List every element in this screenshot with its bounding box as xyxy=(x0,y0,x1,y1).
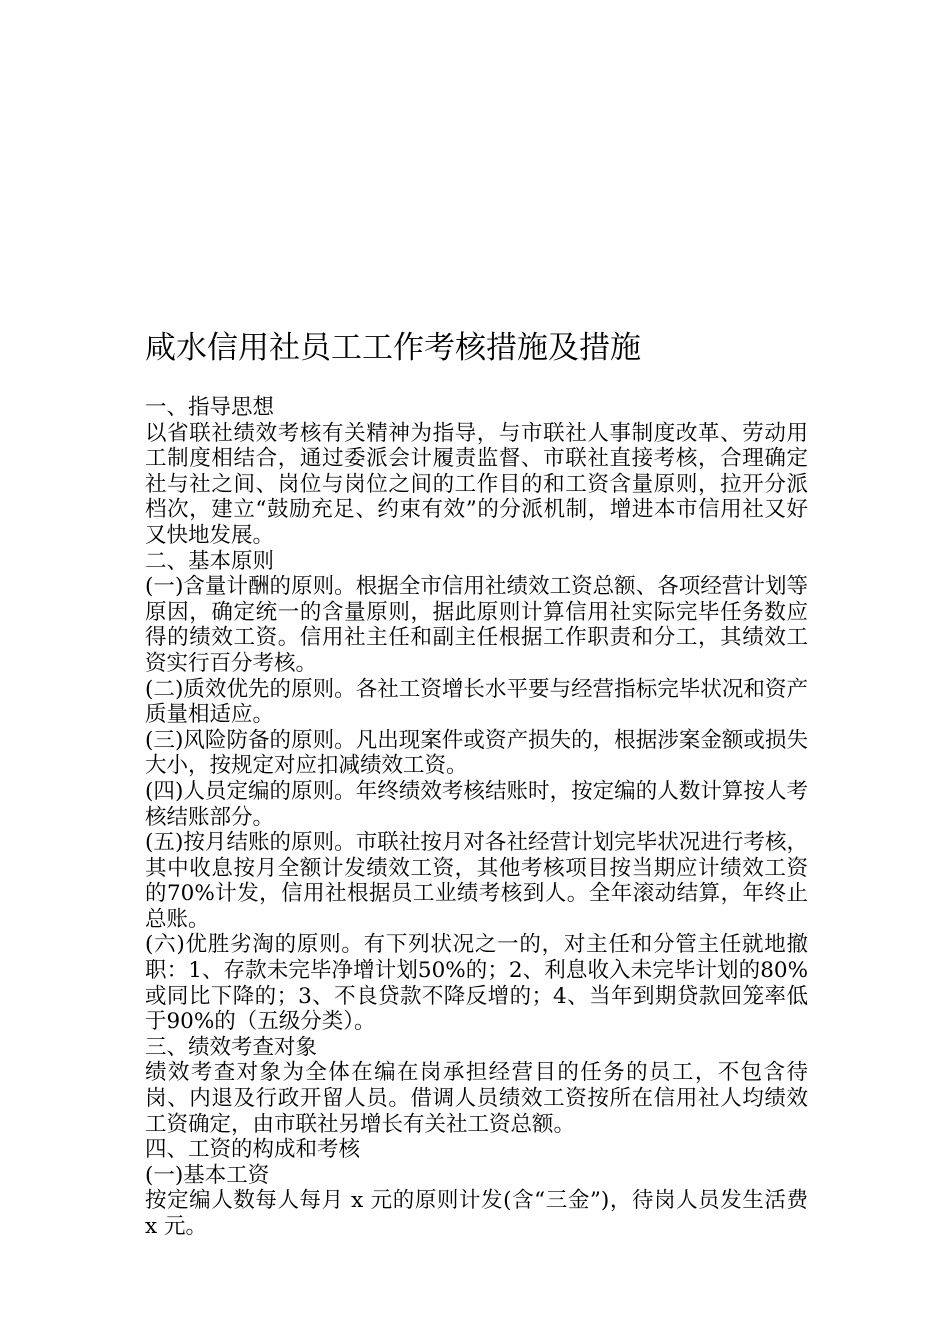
heading-guiding-ideology: 一、指导思想 xyxy=(145,395,275,420)
heading-wage-structure: 四、工资的构成和考核 xyxy=(145,1137,361,1163)
paragraph-principle-5: (五)按月结账的原则。市联社按月对各社经营计划完毕状况进行考核，其中收息按月全额计发绩效工资，其他考核项目按当期应计绩效工资的70%计发，信用社根据员工业绩考核到人。全年滚动结算，年终止总账。 xyxy=(145,830,808,932)
paragraph-basic-wage: 按定编人数每人每月 x 元的原则计发(含“三金”)，待岗人员发生活费 x 元。 xyxy=(145,1188,808,1239)
paragraph-assessment-targets: 绩效考查对象为全体在编在岗承担经营目的任务的员工，不包含待岗、内退及行政开留人员。借调人员绩效工资按所在信用社人均绩效工资确定，由市联社另增长有关社工资总额。 xyxy=(145,1060,808,1137)
paragraph-principle-4: (四)人员定编的原则。年终绩效考核结账时，按定编的人数计算按人考核结账部分。 xyxy=(145,778,808,830)
document-body xyxy=(145,395,808,1240)
paragraph-guiding-ideology: 以省联社绩效考核有关精神为指导，与市联社人事制度改革、劳动用工制度相结合，通过委派会计履责监督、市联社直接考核，合理确定社与社之间、岗位与岗位之间的工作目的和工资含量原则，拉开分派档次，建立“鼓励充足、约束有效”的分派机制，增进本市信用社又好又快地发展。 xyxy=(145,420,808,548)
document-title: 咸水信用社员工工作考核措施及措施 xyxy=(145,330,641,366)
heading-assessment-targets: 三、绩效考查对象 xyxy=(145,1034,318,1060)
paragraph-principle-3: (三)风险防备的原则。凡出现案件或资产损失的，根据涉案金额或损失大小，按规定对应扣减绩效工资。 xyxy=(145,727,808,779)
paragraph-principle-1: (一)含量计酬的原则。根据全市信用社绩效工资总额、各项经营计划等原因，确定统一的含量原则，据此原则计算信用社实际完毕任务数应得的绩效工资。信用社主任和副主任根据工作职责和分工，其绩效工资实行百分考核。 xyxy=(145,574,808,676)
paragraph-principle-2: (二)质效优先的原则。各社工资增长水平要与经营指标完毕状况和资产质量相适应。 xyxy=(145,676,808,728)
paragraph-principle-6: (六)优胜劣淘的原则。有下列状况之一的，对主任和分管主任就地撤职：1、存款未完毕净增计划50%的；2、利息收入未完毕计划的80%或同比下降的；3、不良贷款不降反增的；4、当年到期贷款回笼率低于90%的（五级分类）。 xyxy=(145,932,808,1035)
heading-basic-wage: (一)基本工资 xyxy=(145,1162,270,1188)
heading-basic-principles: 二、基本原则 xyxy=(145,548,275,574)
